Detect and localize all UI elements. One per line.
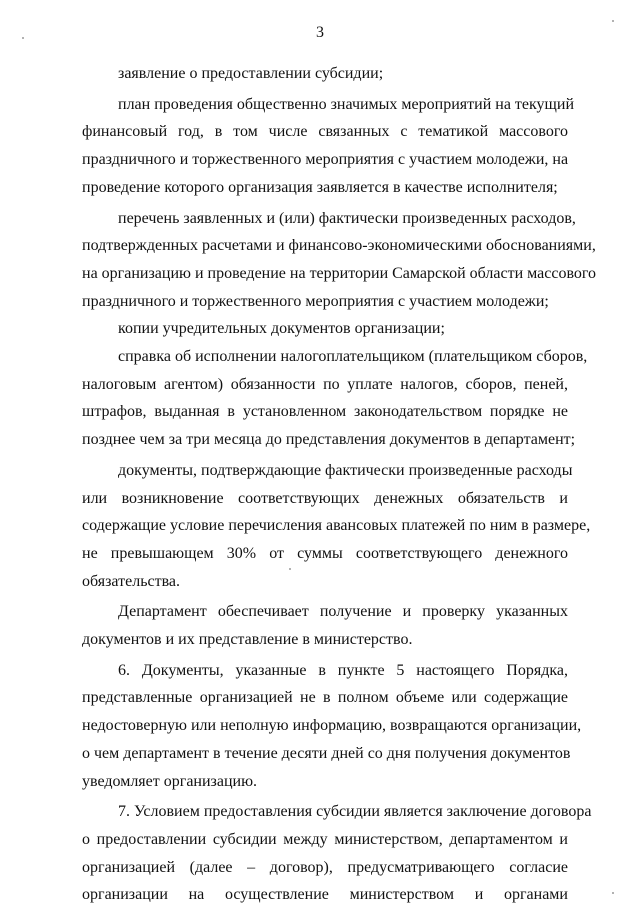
text-line: недостоверную или неполную информацию, возвращаются организации,: [82, 717, 582, 735]
text-line: план проведения общественно значимых мероприятий на текущий: [118, 95, 574, 113]
scan-speck: [289, 568, 291, 570]
text-line: представленные организацией не в полном объеме или содержащие: [82, 689, 568, 707]
text-line: праздничного и торжественного мероприятия с участием молодежи;: [82, 292, 549, 310]
text-line: Департамент обеспечивает получение и проверку указанных: [118, 603, 568, 621]
text-line: 7. Условием предоставления субсидии является заключение договора: [118, 803, 592, 821]
text-line: или возникновение соответствующих денежных обязательств и: [82, 489, 568, 507]
scan-speck: [612, 20, 614, 22]
document-body: [82, 60, 597, 909]
paragraph-event-plan: [82, 91, 574, 202]
text-line: праздничного и торжественного мероприятия с участием молодежи, на: [82, 151, 569, 169]
scan-speck: [22, 37, 24, 39]
text-line: перечень заявленных и (или) фактически произведенных расходов,: [118, 209, 576, 227]
paragraph-department-check: [82, 598, 568, 653]
text-line: финансовый год, в том числе связанных с тематикой массового: [82, 123, 568, 141]
text-line: уведомляет организацию.: [82, 772, 258, 790]
paragraph-tax-certificate: [82, 343, 588, 454]
text-line: организации на осуществление министерством и органами: [82, 886, 568, 904]
text-line: обязательства.: [82, 572, 181, 590]
text-line: заявление о предоставлении субсидии;: [118, 65, 384, 82]
text-line: на организацию и проведение на территории Самарской области массового: [82, 264, 597, 282]
paragraph-clause-7: [82, 798, 592, 909]
text-line: о чем департамент в течение десяти дней со дня получения документов: [82, 744, 571, 762]
paragraph-expenses-list: [82, 205, 597, 316]
text-line: позднее чем за три месяца до представления документов в департамент;: [82, 431, 576, 449]
text-line: документов и их представление в министерство.: [82, 631, 413, 649]
paragraph-application: [82, 60, 568, 88]
text-line: организацией (далее – договор), предусматривающего согласие: [82, 858, 568, 876]
page-number: 3: [316, 24, 324, 41]
text-line: подтвержденных расчетами и финансово-экономическими обоснованиями,: [82, 237, 596, 255]
text-line: 6. Документы, указанные в пункте 5 настоящего Порядка,: [118, 661, 568, 679]
scan-speck: [612, 892, 614, 894]
text-line: проведение которого организация заявляется в качестве исполнителя;: [82, 178, 558, 196]
text-line: налоговым агентом) обязанности по уплате налогов, сборов, пеней,: [82, 375, 568, 393]
text-line: о предоставлении субсидии между министерством, департаментом и: [82, 830, 568, 848]
text-line: содержащие условие перечисления авансовых платежей по ним в размере,: [82, 517, 591, 535]
text-line: не превышающем 30% от суммы соответствующего денежного: [82, 544, 568, 562]
paragraph-supporting-documents: [82, 457, 591, 596]
text-line: штрафов, выданная в установленном законодательством порядке не: [82, 403, 568, 421]
text-line: справка об исполнении налогоплательщиком (плательщиком сборов,: [118, 348, 588, 366]
paragraph-clause-6: [82, 657, 582, 796]
paragraph-charter-copies: [82, 315, 568, 343]
text-line: копии учредительных документов организации;: [118, 320, 445, 338]
text-line: документы, подтверждающие фактически произведенные расходы: [118, 461, 573, 479]
